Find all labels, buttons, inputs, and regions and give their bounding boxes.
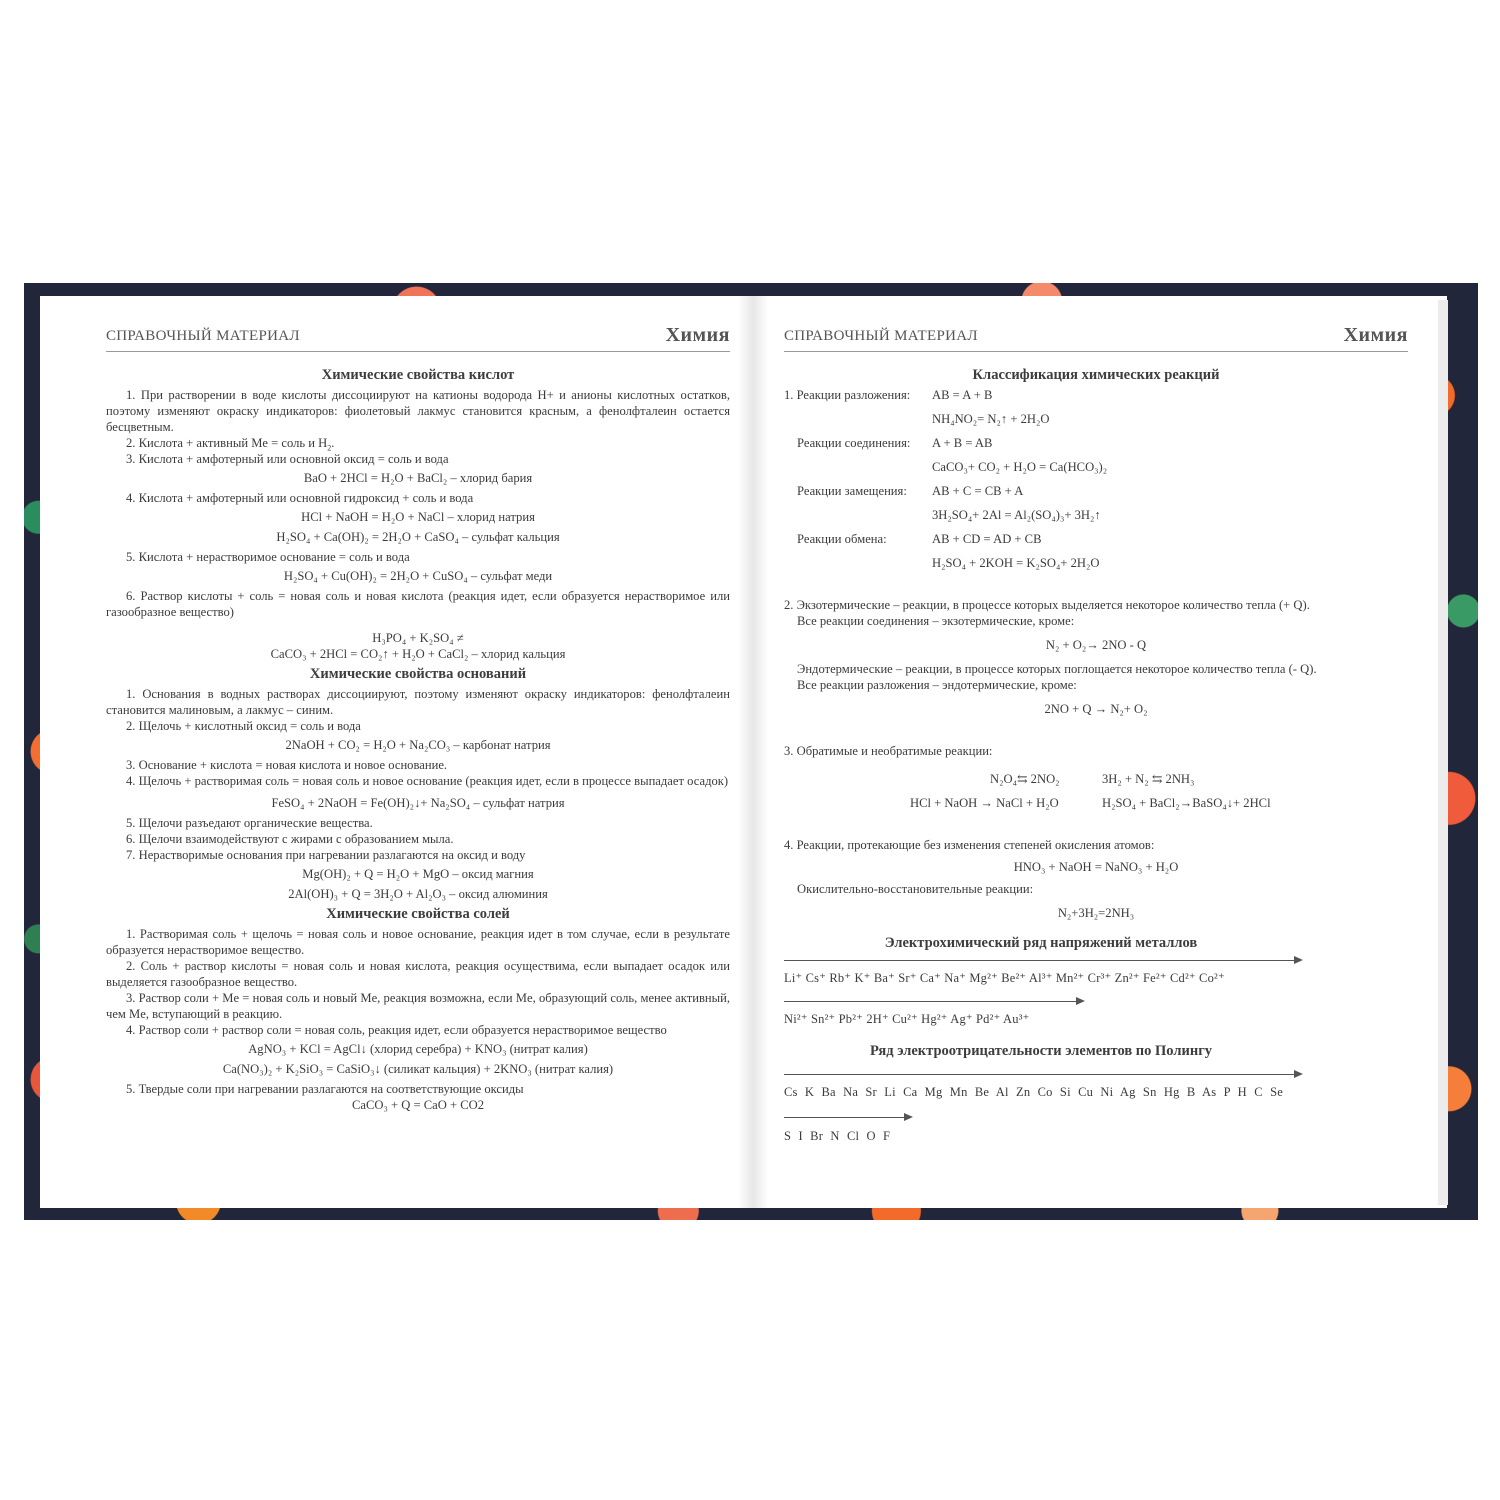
header-reference: СПРАВОЧНЫЙ МАТЕРИАЛ [784, 328, 978, 344]
section-title: Химические свойства оснований [309, 666, 527, 682]
paragraph: 5. Щелочи разъедают органические вещества. [126, 816, 373, 830]
left-column [106, 365, 730, 1117]
paragraph: 2. Кислота + активный Me = соль и $H_2$. [126, 436, 335, 453]
reaction-general: AB = A + B [932, 388, 993, 402]
paragraph: Все реакции соединения – экзотермические, кроме: [797, 614, 1075, 628]
section-title: Электрохимический ряд напряжений металлов [884, 935, 1198, 951]
reaction-example: H₂SO₄ + 2KOH = K₂SO₄+ 2H₂O [932, 556, 1100, 570]
paragraph: 1. При растворении в воде кислоты диссоциируют на катионы водорода H+ и анионы кислотных остатков, поэтому изменяют окраску индикаторов: фиолетовый лакмус становится красным, а фенолфталеин остается бесцветным. [106, 388, 730, 434]
gutter-shadow-left [738, 296, 754, 1208]
equation: HNO₃ + NaOH = NaNO₃ + H₂O [1013, 860, 1179, 874]
paragraph: 5. Твердые соли при нагревании разлагаются на соответствующие оксиды [126, 1082, 524, 1096]
paragraph: 3. Кислота + амфотерный или основной оксид = соль и вода [126, 452, 449, 466]
electronegativity-row: S I Br N Cl O F [784, 1129, 891, 1143]
reaction-label: Реакции соединения: [797, 436, 911, 450]
paragraph: 5. Кислота + нерастворимое основание = соль и вода [126, 550, 410, 564]
series-arrow [784, 996, 1408, 1008]
paragraph: 2. Соль + раствор кислоты = новая соль и новая кислота, реакция осуществима, если выпадает осадок или выделяется газообразное вещество. [106, 959, 730, 989]
paragraph: Эндотермические – реакции, в процессе которых поглощается некоторое количество тепла (- Q). [797, 662, 1317, 676]
gutter-shadow-right [754, 296, 768, 1208]
equation: FeSO₄ + 2NaOH = Fe(OH)₂↓+ Na₂SO₄ – сульфат натрия [271, 796, 565, 810]
paragraph: 3. Основание + кислота = новая кислота и новое основание. [126, 758, 448, 772]
reaction-label: Реакции замещения: [797, 484, 907, 498]
equation: Mg(OH)₂ + Q = H₂O + MgO – оксид магния [302, 867, 534, 881]
equation: 2Al(OH)₃ + Q = 3H₂O + Al₂O₃ – оксид алюминия [288, 887, 548, 901]
paragraph: Окислительно-восстановительные реакции: [797, 882, 1034, 896]
paragraph: Все реакции разложения – эндотермические, кроме: [797, 678, 1077, 692]
header-subject: Химия [665, 324, 730, 346]
left-page-header [106, 323, 730, 352]
series-arrow [784, 1069, 1408, 1081]
reaction-row [784, 555, 1408, 579]
equation: CaCO₃ + Q = CaO + CO2 [351, 1098, 485, 1112]
section-title: Классификация химических реакций [972, 367, 1220, 383]
metal-series-row: Ni²⁺ Sn²⁺ Pb²⁺ 2H⁺ Cu²⁺ Hg²⁺ Ag⁺ Pd²⁺ Au³⁺ [784, 1012, 1030, 1026]
header-subject: Химия [1343, 324, 1408, 346]
series-arrow [784, 1112, 1408, 1124]
paragraph: 1. Основания в водных растворах диссоциируют, поэтому изменяют окраску индикаторов: фенолфталеин становится малиновым, а лакмус – синим. [106, 687, 730, 717]
reaction-example: 3H₂SO₄+ 2Al = Al₂(SO₄)₃+ 3H₂↑ [932, 508, 1101, 522]
equation: 2NaOH + CO₂ = H₂O + Na₂CO₃ – карбонат натрия [285, 738, 551, 752]
equation: 2NO + Q → N₂+ O₂ [1044, 702, 1148, 716]
reaction-row [784, 435, 1408, 459]
paragraph: 4. Раствор соли + раствор соли = новая соль, реакция идет, если образуется нерастворимое вещество [126, 1023, 667, 1037]
equation: H₃PO₄ + K₂SO₄ ≠ [372, 631, 464, 645]
paragraph: 4. Щелочь + растворимая соль = новая соль и новое основание (реакция идет, если в процессе выпадает осадок) [126, 774, 729, 788]
equation: N₂+3H₂=2NH₃ [1057, 906, 1135, 920]
reaction-general: A + B = AB [932, 436, 993, 450]
reaction-general: AB + CD = AD + CB [932, 532, 1042, 546]
section-title: Химические свойства солей [326, 906, 510, 922]
paragraph: 1. Растворимая соль + щелочь = новая соль и новое основание, реакция идет в том случае, если в результате образуется нерастворимое вещество. [106, 927, 730, 957]
reaction-row [784, 387, 1408, 411]
reaction-general: AB + C = CB + A [932, 484, 1024, 498]
equation: H₂SO₄ + Ca(OH)₂ = 2H₂O + CaSO₄ – сульфат кальция [276, 530, 560, 544]
electronegativity-row: Cs K Ba Na Sr Li Ca Mg Mn Be Al Zn Co Si Cu Ni Ag Sn Hg B As P H C Se [784, 1085, 1283, 1099]
right-page-header [784, 323, 1408, 352]
paragraph: 3. Раствор соли + Me = новая соль и новый Me, реакция возможна, если Me, образующий соль, менее активный, чем Me, вступающий в реакцию. [106, 991, 730, 1021]
reaction-label: Реакции обмена: [797, 532, 887, 546]
right-column [784, 365, 1408, 1148]
paragraph: 2. Щелочь + кислотный оксид = соль и вода [126, 719, 361, 733]
paragraph: 4. Реакции, протекающие без изменения степеней окисления атомов: [784, 838, 1155, 852]
page-edges [1438, 300, 1448, 1205]
header-reference: СПРАВОЧНЫЙ МАТЕРИАЛ [106, 328, 300, 344]
paragraph: 4. Кислота + амфотерный или основной гидроксид + соль и вода [126, 491, 474, 505]
reaction-example: CaCO₃+ CO₂ + H₂O = Ca(HCO₃)₂ [932, 460, 1108, 474]
reaction-row [784, 483, 1408, 507]
equation-pair [784, 771, 1408, 795]
paragraph: 2. Экзотермические – реакции, в процессе которых выделяется некоторое количество тепла (+ Q). [784, 598, 1310, 612]
section-title: Ряд электроотрицательности элементов по Полингу [869, 1043, 1213, 1059]
equation: CaCO₃ + 2HCl = CO₂↑ + H₂O + CaCl₂ – хлорид кальция [270, 647, 566, 661]
reaction-label: 1. Реакции разложения: [784, 388, 911, 402]
paragraph: 6. Раствор кислоты + соль = новая соль и новая кислота (реакция идет, если образуется нерастворимое или газообразное вещество) [106, 589, 730, 619]
equation: N₂ + O₂→ 2NO - Q [1045, 638, 1147, 652]
reaction-example: NH₄NO₂= N₂↑ + 2H₂O [932, 412, 1050, 426]
paragraph: 3. Обратимые и необратимые реакции: [784, 744, 993, 758]
section-title: Химические свойства кислот [321, 367, 515, 383]
equation: AgNO₃ + KCl = AgCl↓ (хлорид серебра) + KNO₃ (нитрат калия) [248, 1042, 588, 1056]
equation: BaO + 2HCl = H₂O + BaCl₂ – хлорид бария [303, 471, 533, 485]
paragraph: 7. Нерастворимые основания при нагревании разлагаются на оксид и воду [126, 848, 526, 862]
equation: 3H₂ + N₂ ⇆ 2NH₃ [1102, 772, 1195, 786]
series-arrow [784, 955, 1408, 967]
metal-series-row: Li⁺ Cs⁺ Rb⁺ K⁺ Ba⁺ Sr⁺ Ca⁺ Na⁺ Mg²⁺ Be²⁺ Al³⁺ Mn²⁺ Cr³⁺ Zn²⁺ Fe²⁺ Cd²⁺ Co²⁺ [784, 971, 1225, 985]
equation: H₂SO₄ + BaCl₂→BaSO₄↓+ 2HCl [1102, 796, 1271, 810]
reaction-row [784, 507, 1408, 531]
equation: Ca(NO₃)₂ + K₂SiO₃ = CaSiO₃↓ (силикат кальция) + 2KNO₃ (нитрат калия) [222, 1062, 614, 1076]
reaction-row [784, 459, 1408, 483]
equation-pair [784, 795, 1408, 819]
equation: N₂O₄⇆ 2NO₂ [990, 772, 1060, 786]
paragraph: 6. Щелочи взаимодействуют с жирами с образованием мыла. [126, 832, 454, 846]
equation: H₂SO₄ + Cu(OH)₂ = 2H₂O + CuSO₄ – сульфат меди [283, 569, 553, 583]
equation: HCl + NaOH → NaCl + H₂O [910, 796, 1059, 810]
reaction-row [784, 411, 1408, 435]
equation: HCl + NaOH = H₂O + NaCl – хлорид натрия [301, 510, 535, 524]
reaction-row [784, 531, 1408, 555]
